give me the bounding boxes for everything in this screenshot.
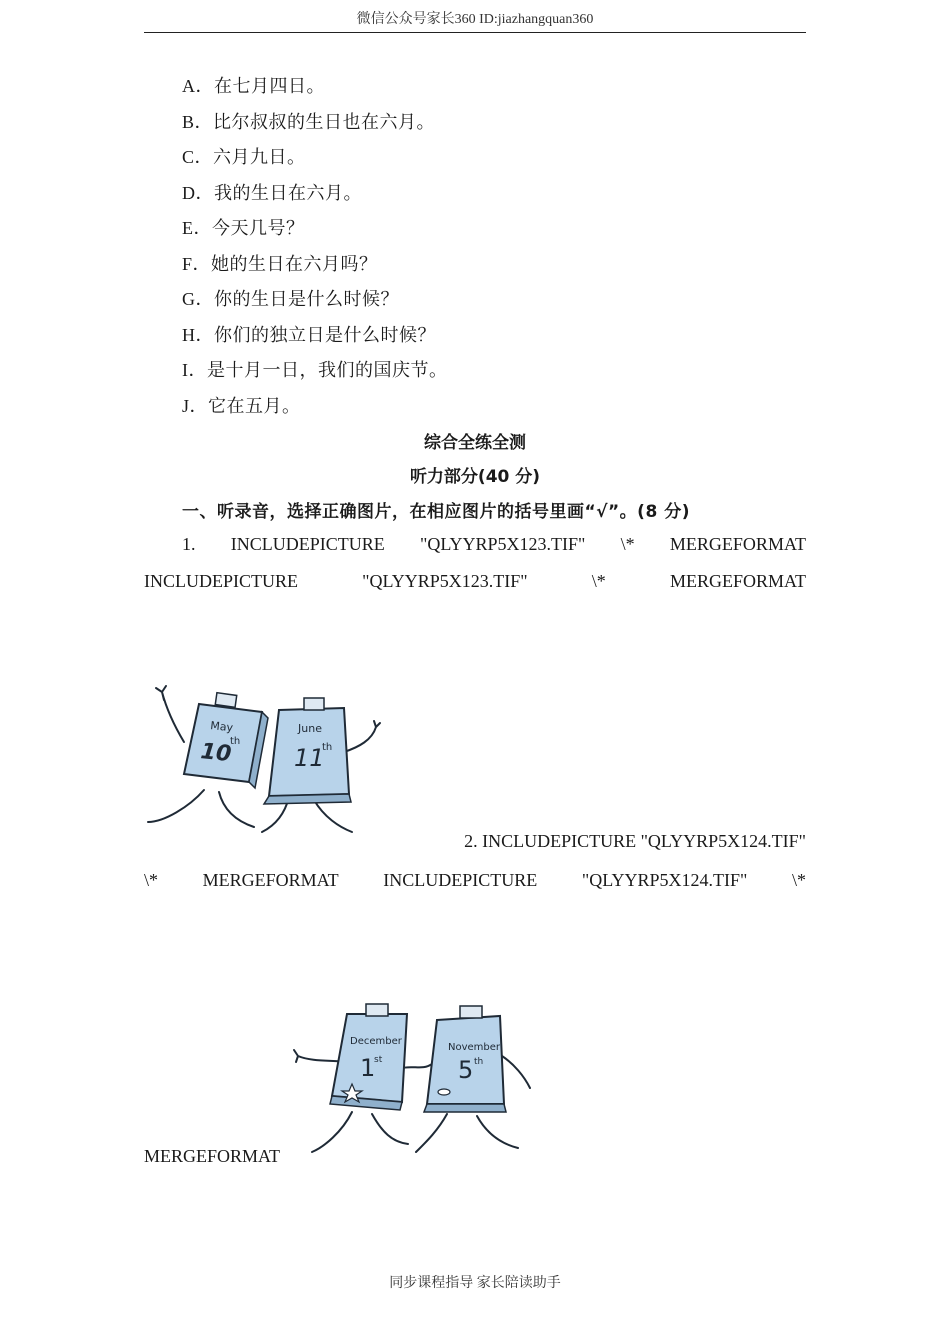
option-g: G．你的生日是什么时候？	[182, 289, 399, 309]
q1-token: "QLYYRP5X123.TIF"	[420, 534, 586, 554]
q2-line-2	[144, 870, 806, 891]
calendar-picture-1	[144, 682, 390, 850]
q1-token: \*	[591, 571, 606, 591]
q2-token: MERGEFORMAT	[202, 870, 339, 890]
q1-line-2	[144, 571, 806, 592]
left-month: May	[209, 719, 234, 735]
calendar-right	[264, 698, 351, 804]
leaf-icon	[438, 1089, 450, 1095]
calendar-picture-2	[292, 992, 536, 1164]
left-day: 10	[199, 739, 233, 768]
page-footer: 同步课程指导 家长陪读助手	[389, 1276, 561, 1291]
right-suffix: th	[322, 742, 333, 753]
right-month: June	[298, 722, 322, 735]
november-day: 5	[458, 1056, 474, 1084]
option-j: J．它在五月。	[182, 396, 301, 416]
calendar-december	[330, 1004, 407, 1110]
option-f: F．她的生日在六月吗？	[182, 254, 378, 274]
q2-token: \*	[791, 870, 806, 890]
part-title: 听力部分(40 分)	[409, 467, 541, 487]
q1-token: 1.	[182, 534, 196, 554]
option-d: D．我的生日在六月。	[182, 183, 362, 203]
q1-line-1	[182, 534, 806, 555]
q1-token: "QLYYRP5X123.TIF"	[362, 571, 528, 591]
q1-token: INCLUDEPICTURE	[230, 534, 385, 554]
left-suffix: th	[230, 736, 241, 747]
q2-line-3: MERGEFORMAT	[144, 1146, 281, 1166]
q1-token: \*	[620, 534, 635, 554]
november-month: November	[448, 1042, 501, 1053]
page-header: 微信公众号家长360 ID:jiazhangquan360	[144, 8, 806, 33]
option-b: B．比尔叔叔的生日也在六月。	[182, 112, 436, 132]
q2-token: INCLUDEPICTURE	[383, 870, 538, 890]
calendar-left	[184, 693, 268, 788]
option-e: E．今天几号？	[182, 218, 305, 238]
option-a: A．在七月四日。	[182, 76, 325, 96]
option-i: I．是十月一日，我们的国庆节。	[182, 360, 448, 380]
q2-line-1: 2. INCLUDEPICTURE "QLYYRP5X124.TIF"	[464, 831, 806, 851]
option-h: H．你们的独立日是什么时候？	[182, 325, 436, 345]
section-title: 综合全练全测	[424, 433, 526, 453]
q1-token: MERGEFORMAT	[669, 571, 806, 591]
december-day: 1	[360, 1054, 376, 1082]
right-day: 11	[294, 744, 325, 772]
question-heading: 一、听录音，选择正确图片，在相应图片的括号里画“√”。(8 分)	[182, 502, 690, 522]
q2-token: "QLYYRP5X124.TIF"	[581, 870, 748, 890]
left-arm	[156, 686, 184, 742]
calendar-november	[424, 1006, 506, 1112]
december-month: December	[350, 1036, 402, 1047]
q1-token: INCLUDEPICTURE	[144, 571, 298, 591]
q1-token: MERGEFORMAT	[669, 534, 806, 554]
option-c: C．六月九日。	[182, 147, 306, 167]
december-suffix: st	[374, 1055, 383, 1065]
q2-token: \*	[144, 870, 159, 890]
november-suffix: th	[474, 1057, 484, 1067]
